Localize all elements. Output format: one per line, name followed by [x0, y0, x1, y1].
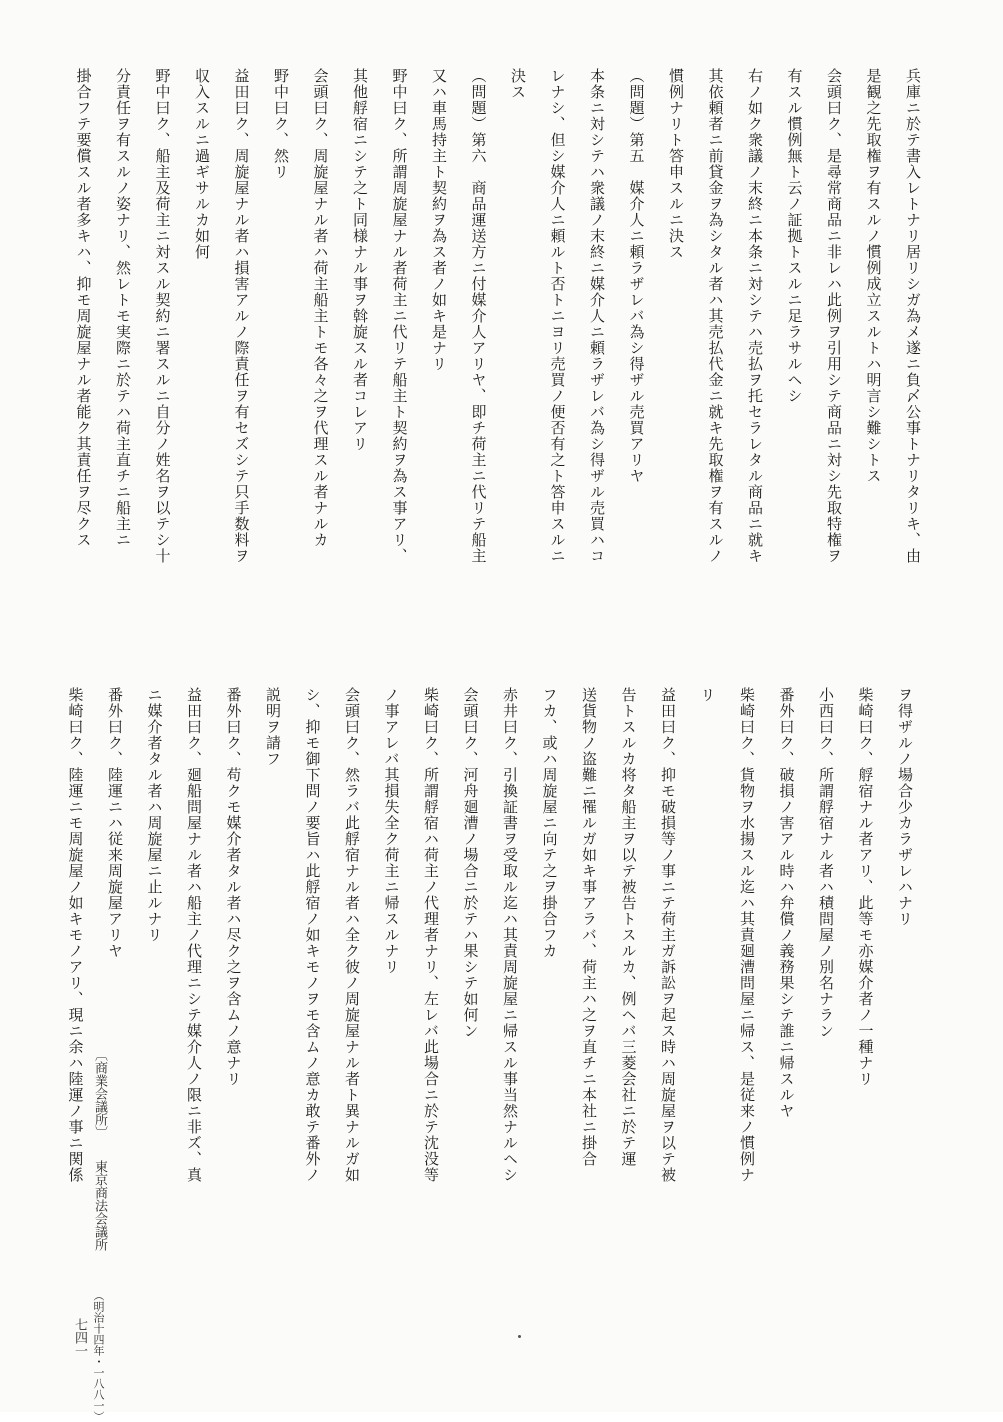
text-column-upper: （問題）第五 媒介人ニ頼ラザレバ為シ得ザル売買アリヤ: [627, 68, 646, 484]
text-column-upper: 右ノ如ク衆議ノ末終ニ本条ニ対シテハ売払ヲ托セラレタル商品ニ就キ: [746, 68, 764, 564]
page-number: 七四一: [72, 1318, 87, 1357]
text-column-upper: 又ハ車馬持主ト契約ヲ為ス者ノ如キ是ナリ: [430, 68, 448, 372]
text-column-upper: 有スル慣例無ト云ノ証拠トスルニ足ラサルヘシ: [785, 68, 804, 404]
text-column-lower: 告トスルカ将タ船主ヲ以テ被告トスルカ、例ヘバ三菱会社ニ於テ運: [619, 687, 638, 1167]
text-column-upper: レナシ、但シ媒介人ニ頼ルト否トニヨリ売買ノ便否有之ト答申スルニ: [548, 68, 567, 564]
text-column-upper: 掛合フテ要償スル者多キハ、抑モ周旋屋ナル者能ク其責任ヲ尽クス: [74, 68, 93, 548]
text-column-lower: 番外曰ク、破損ノ害アル時ハ弁償ノ義務果シテ誰ニ帰スルヤ: [777, 687, 796, 1119]
footer-organization: 東京商法会議所: [92, 1160, 107, 1251]
text-column-upper: 本条ニ対シテハ衆議ノ末終ニ媒介人ニ頼ラザレバ為シ得ザル売買ハコ: [588, 68, 606, 564]
text-column-upper: 野中曰ク、然リ: [272, 68, 290, 180]
text-column-lower: 益田曰ク、廻船問屋ナル者ハ船主ノ代理ニシテ媒介人ノ限ニ非ズ、真: [185, 687, 203, 1183]
text-column-lower: シ、抑モ御下問ノ要旨ハ此艀宿ノ如キモノヲモ含ムノ意カ敢テ番外ノ: [303, 687, 322, 1183]
footer-series-label: 〔商業会議所〕: [92, 1048, 107, 1139]
text-column-lower: 柴崎曰ク、陸運ニモ周旋屋ノ如キモノアリ、現ニ余ハ陸運ノ事ニ関係: [66, 687, 85, 1183]
text-column-upper: 収入スルニ過ギサルカ如何: [193, 68, 211, 260]
text-column-lower: 益田曰ク、抑モ破損等ノ事ニテ荷主ガ訴訟ヲ起ス時ハ周旋屋ヲ以テ被: [659, 687, 677, 1183]
text-column-lower: 送貨物ノ盗難ニ罹ルガ如キ事アラバ、荷主ハ之ヲ直チニ本社ニ掛合: [580, 687, 598, 1167]
text-column-upper: 分責任ヲ有スルノ姿ナリ、然レトモ実際ニ於テハ荷主直チニ船主ニ: [114, 68, 132, 548]
text-column-upper: 是観之先取権ヲ有スルノ慣例成立スルトハ明言シ難シトス: [864, 68, 883, 484]
text-column-lower: ヲ得ザルノ場合少カラザレハナリ: [896, 687, 914, 927]
text-column-lower: 番外曰ク、苟クモ媒介者タル者ハ尽ク之ヲ含ムノ意ナリ: [224, 687, 243, 1087]
text-column-upper: 其依頼者ニ前貸金ヲ為シタル者ハ其売払代金ニ就キ先取権ヲ有スルノ: [706, 68, 725, 564]
text-column-lower: 番外曰ク、陸運ニハ従来周旋屋アリヤ: [106, 687, 124, 959]
text-column-upper: 会頭曰ク、是尋常商品ニ非レハ此例ヲ引用シテ商品ニ対シ先取特権ヲ: [825, 68, 843, 564]
text-column-upper: 野中曰ク、船主及荷主ニ対スル契約ニ署スルニ自分ノ姓名ヲ以テシ十: [153, 68, 172, 564]
text-column-lower: フカ、或ハ周旋屋ニ向テ之ヲ掛合フカ: [540, 687, 559, 959]
text-column-lower: リ: [698, 687, 717, 703]
text-column-upper: 決ス: [509, 68, 527, 100]
footer-era: （明治十四年・一八八一）: [92, 1290, 105, 1422]
text-column-upper: 慣例ナリト答申スルニ決ス: [667, 68, 685, 260]
text-column-lower: 柴崎曰ク、艀宿ナル者アリ、此等モ亦媒介者ノ一種ナリ: [856, 687, 875, 1087]
text-column-lower: ノ事アレバ其損失全ク荷主ニ帰スルナリ: [382, 687, 401, 975]
text-column-upper: 兵庫ニ於テ書入レトナリ居リシガ為メ遂ニ負〆公事トナリタリキ、由: [904, 68, 922, 564]
text-column-upper: （問題）第六 商品運送方ニ付媒介人アリヤ、即チ荷主ニ代リテ船主: [469, 68, 488, 564]
text-column-lower: ニ媒介者タル者ハ周旋屋ニ止ルナリ: [145, 687, 164, 943]
scan-speck: [518, 1335, 521, 1338]
text-column-lower: 小西曰ク、所謂艀宿ナル者ハ積問屋ノ別名ナラン: [817, 687, 835, 1039]
text-column-lower: 赤井曰ク、引換証書ヲ受取ル迄ハ其責周旋屋ニ帰スル事当然ナルヘシ: [501, 687, 519, 1183]
text-column-upper: 其他艀宿ニシテ之ト同様ナル事ヲ斡旋スル者コレアリ: [351, 68, 369, 452]
text-column-upper: 益田曰ク、周旋屋ナル者ハ損害アルノ際責任ヲ有セズシテ只手数料ヲ: [232, 68, 251, 564]
text-column-lower: 柴崎曰ク、所謂艀宿ハ荷主ノ代理者ナリ、左レバ此場合ニ於テ沈没等: [422, 687, 440, 1183]
text-column-lower: 会頭曰ク、然ラバ此艀宿ナル者ハ全ク彼ノ周旋屋ナル者ト異ナルガ如: [343, 687, 361, 1183]
text-column-lower: 柴崎曰ク、貨物ヲ水揚スル迄ハ其責廻漕問屋ニ帰ス、是従来ノ慣例ナ: [738, 687, 756, 1183]
text-column-upper: 会頭曰ク、周旋屋ナル者ハ荷主船主トモ各々之ヲ代理スル者ナルカ: [311, 68, 330, 548]
text-column-upper: 野中曰ク、所謂周旋屋ナル者荷主ニ代リテ船主ト契約ヲ為ス事アリ、: [390, 68, 409, 564]
text-column-lower: 説明ヲ請フ: [264, 687, 282, 767]
text-column-lower: 会頭曰ク、河舟廻漕ノ場合ニ於テハ果シテ如何ン: [461, 687, 480, 1039]
